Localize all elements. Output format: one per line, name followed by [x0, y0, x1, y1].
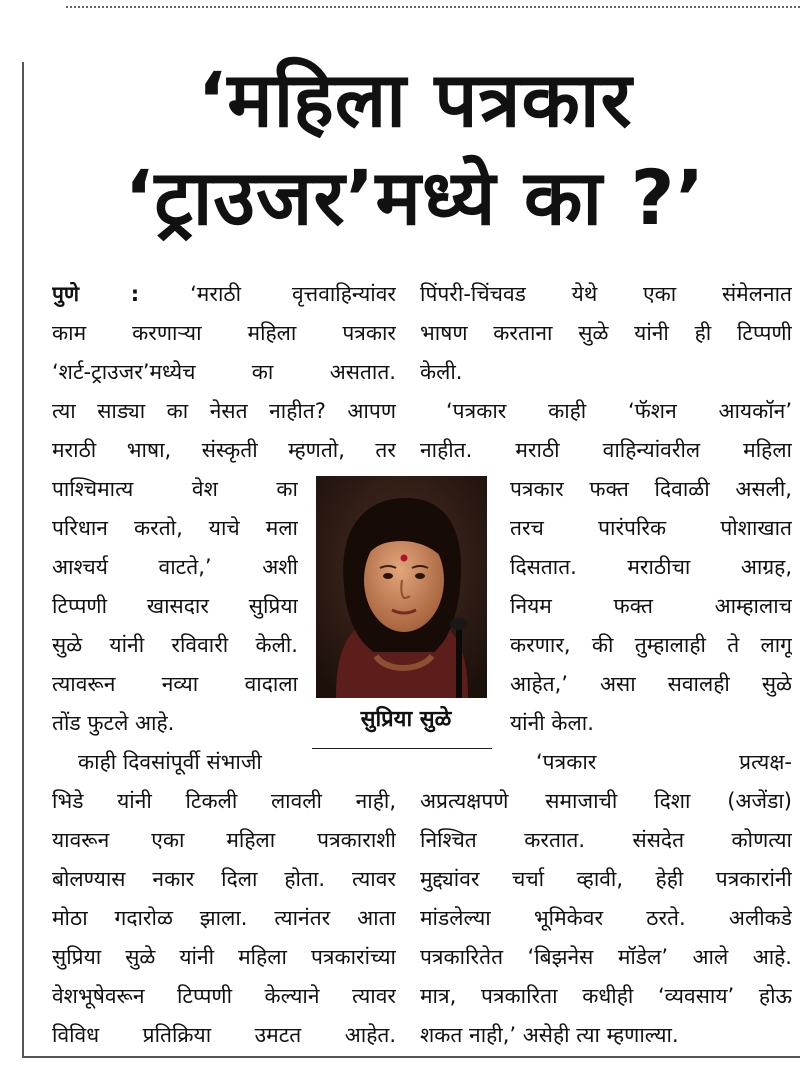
right-col-line-14: अप्रत्यक्षपणे समाजाची दिशा (अजेंडा) — [420, 789, 792, 813]
frame-left-rule — [22, 62, 24, 1058]
right-col-line-2: भाषण करताना सुळे यांनी ही टिप्पणी — [420, 321, 792, 345]
right-col-line-16: मुद्द्यांवर चर्चा व्हावी, हेही पत्रकारांनी — [420, 867, 792, 891]
right-col-line-17: मांडलेल्या भूमिकेवर ठरते. अलीकडे — [420, 906, 792, 930]
right-col-line-18: पत्रकारितेत ‘बिझनेस मॉडेल’ आले आहे. — [420, 945, 792, 969]
left-col-line-18: सुप्रिया सुळे यांनी महिला पत्रकारांच्या — [52, 945, 396, 969]
left-col-line-17: मोठा गदारोळ झाला. त्यानंतर आता — [52, 906, 396, 930]
left-col-line-15: यावरून एका महिला पत्रकाराशी — [52, 828, 396, 852]
left-col-line-14: भिडे यांनी टिकली लावली नाही, — [52, 789, 396, 813]
right-col-line-13: ‘पत्रकार प्रत्यक्ष- — [536, 750, 792, 774]
left-col-line-13: काही दिवसांपूर्वी संभाजी — [78, 750, 262, 774]
portrait-photo — [316, 476, 487, 698]
right-col-line-15: निश्चित करतात. संसदेत कोणत्या — [420, 828, 792, 852]
headline-line-1: ‘महिला पत्रकार — [197, 55, 633, 144]
left-col-line-20: विविध प्रतिक्रिया उमटत आहेत. — [52, 1023, 396, 1047]
top-dotted-rule — [66, 6, 800, 8]
dateline: पुणे : — [52, 282, 140, 306]
right-col-line-19: मात्र, पत्रकारिता कधीही ‘व्यवसाय’ होऊ — [420, 984, 792, 1008]
right-col-line-10: करणार, की तुम्हालाही ते लागू — [510, 633, 792, 657]
left-col-line-5: मराठी भाषा, संस्कृती म्हणतो, तर — [52, 438, 396, 462]
left-col-line-4: त्या साड्या का नेसत नाहीत? आपण — [52, 399, 396, 423]
left-col-line-16: बोलण्यास नकार दिला होता. त्यावर — [52, 867, 396, 891]
headline-line-2: ‘ट्राउजर’मध्ये का ?’ — [124, 153, 706, 242]
left-col-line-12: तोंड फुटले आहे. — [52, 711, 175, 735]
right-col-line-7: तरच पारंपरिक पोशाखात — [510, 516, 792, 540]
photo-caption: सुप्रिया सुळे — [360, 707, 452, 732]
left-col-line-3: ‘शर्ट-ट्राउजर’मध्येच का असतात. — [52, 360, 396, 384]
portrait-illustration — [316, 476, 487, 698]
right-col-line-20: शकत नाही,’ असेही त्या म्हणाल्या. — [420, 1023, 679, 1047]
left-col-line-11: त्यावरून नव्या वादाला — [52, 672, 298, 696]
left-col-line-7: परिधान करतो, याचे मला — [52, 516, 298, 540]
left-col-line-1: पुणे : ‘मराठी वृत्तवाहिन्यांवर — [52, 282, 396, 306]
right-col-line-1: पिंपरी-चिंचवड येथे एका संमेलनात — [420, 282, 792, 306]
right-col-line-12: यांनी केला. — [510, 711, 594, 735]
caption-rule — [312, 748, 492, 749]
right-col-line-3: केली. — [420, 360, 463, 384]
right-col-line-4: ‘पत्रकार काही ‘फॅशन आयकॉन’ — [446, 399, 792, 423]
right-col-line-8: दिसतात. मराठीचा आग्रह, — [510, 555, 792, 579]
frame-bottom-rule — [22, 1056, 800, 1058]
right-col-line-11: आहेत,’ असा सवालही सुळे — [510, 672, 792, 696]
left-col-line-8: आश्चर्य वाटते,’ अशी — [52, 555, 298, 579]
left-col-line-10: सुळे यांनी रविवारी केली. — [52, 633, 298, 657]
left-col-line-19: वेशभूषेवरून टिप्पणी केल्याने त्यावर — [52, 984, 396, 1008]
right-col-line-6: पत्रकार फक्त दिवाळी असली, — [510, 477, 792, 501]
left-col-line-2: काम करणाऱ्या महिला पत्रकार — [52, 321, 396, 345]
left-col-line-9: टिप्पणी खासदार सुप्रिया — [52, 594, 298, 618]
right-col-line-9: नियम फक्त आम्हालाच — [510, 594, 792, 618]
left-col-line-6: पाश्चिमात्य वेश का — [52, 477, 298, 501]
right-col-line-5: नाहीत. मराठी वाहिन्यांवरील महिला — [420, 438, 792, 462]
